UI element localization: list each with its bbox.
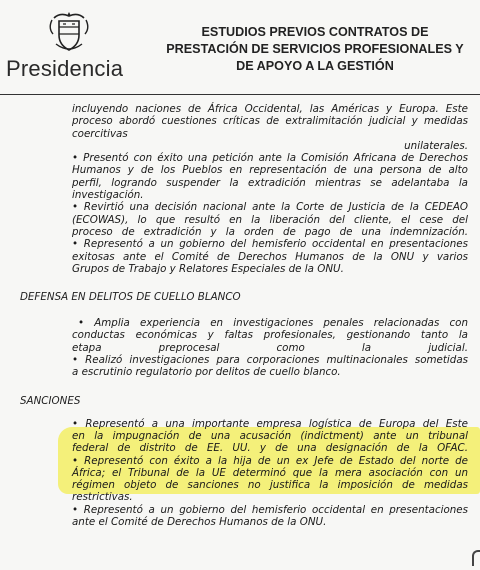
document-body xyxy=(0,103,480,528)
text-line: • Presentó con éxito una petición ante la Comisión Africana de Derechos xyxy=(72,152,468,165)
text-line: conductas económicas y faltas profesionales, gestionando tanto la xyxy=(72,329,468,342)
text-line: perfil, logrando suspender la extradición mientras se adelantaba la xyxy=(72,176,468,189)
text-line: federal de distrito de EE. UU. y de una designación de la OFAC. xyxy=(72,442,468,455)
text-line: • Representó a una importante empresa logística de Europa del Este xyxy=(72,417,468,430)
text-line: exitosas ante el Comité de Derechos Humanos de la ONU y varios xyxy=(72,250,468,263)
text-line: ante el Comité de Derechos Humanos de la ONU. xyxy=(72,516,327,529)
sanctions-section xyxy=(72,418,468,529)
intro-section xyxy=(72,103,468,275)
text-line: (ECOWAS), lo que resultó en la liberación del cliente, el cese del xyxy=(72,213,468,226)
header-rule xyxy=(0,94,480,95)
white-collar-section xyxy=(72,317,468,378)
text-line: a escrutinio regulatorio por delitos de cuello blanco. xyxy=(72,366,341,379)
text-line: • Amplia experiencia en investigaciones penales relacionadas con xyxy=(78,317,468,330)
document-header xyxy=(0,0,480,100)
coat-of-arms-icon xyxy=(48,10,90,54)
text-line: restrictivas. xyxy=(72,491,133,504)
title-line: ESTUDIOS PREVIOS CONTRATOS DE xyxy=(201,25,429,39)
page-edge-mark xyxy=(472,550,480,566)
text-line: • Revirtió una decisión nacional ante la Corte de Justicia de la CEDEAO xyxy=(72,201,468,214)
section-heading-sanctions: SANCIONES xyxy=(20,394,81,407)
text-line: • Representó a un gobierno del hemisferio occidental en presentaciones xyxy=(72,238,468,251)
text-line: coercitivas xyxy=(72,127,128,140)
text-line: en la impugnación de una acusación (indictment) ante un tribunal xyxy=(72,429,468,442)
brand-name: Presidencia xyxy=(6,56,124,81)
text-line: régimen objeto de sanciones no justifica la imposición de medidas xyxy=(72,479,468,492)
text-line: África; el Tribunal de la UE determinó que la mera asociación con un xyxy=(72,466,468,479)
text-line: • Representó con éxito a la hija de un ex Jefe de Estado del norte de xyxy=(72,454,468,467)
text-line: investigación. xyxy=(72,189,144,202)
title-line: PRESTACIÓN DE SERVICIOS PROFESIONALES Y xyxy=(166,42,464,56)
title-line: DE APOYO A LA GESTIÓN xyxy=(236,59,394,73)
text-line: incluyendo naciones de África Occidental, las Américas y Europa. Este xyxy=(72,103,468,115)
document-title xyxy=(150,24,480,75)
text-line: etapa preprocesal como la judicial. xyxy=(72,341,468,354)
text-line: Humanos y de los Pueblos en representación de una persona de alto xyxy=(72,164,468,177)
text-line: proceso de extradición y la orden de pago de una indemnización. xyxy=(72,225,468,238)
text-line: • Realizó investigaciones para corporaciones multinacionales sometidas xyxy=(72,354,468,367)
text-line: proceso abordó cuestiones críticas de extralimitación judicial y medidas xyxy=(72,115,468,128)
text-line: Grupos de Trabajo y Relatores Especiales de la ONU. xyxy=(72,262,344,275)
text-line: unilaterales. xyxy=(404,139,468,152)
section-heading-white-collar: DEFENSA EN DELITOS DE CUELLO BLANCO xyxy=(20,291,241,304)
text-line: • Representó a un gobierno del hemisferio occidental en presentaciones xyxy=(72,503,468,516)
